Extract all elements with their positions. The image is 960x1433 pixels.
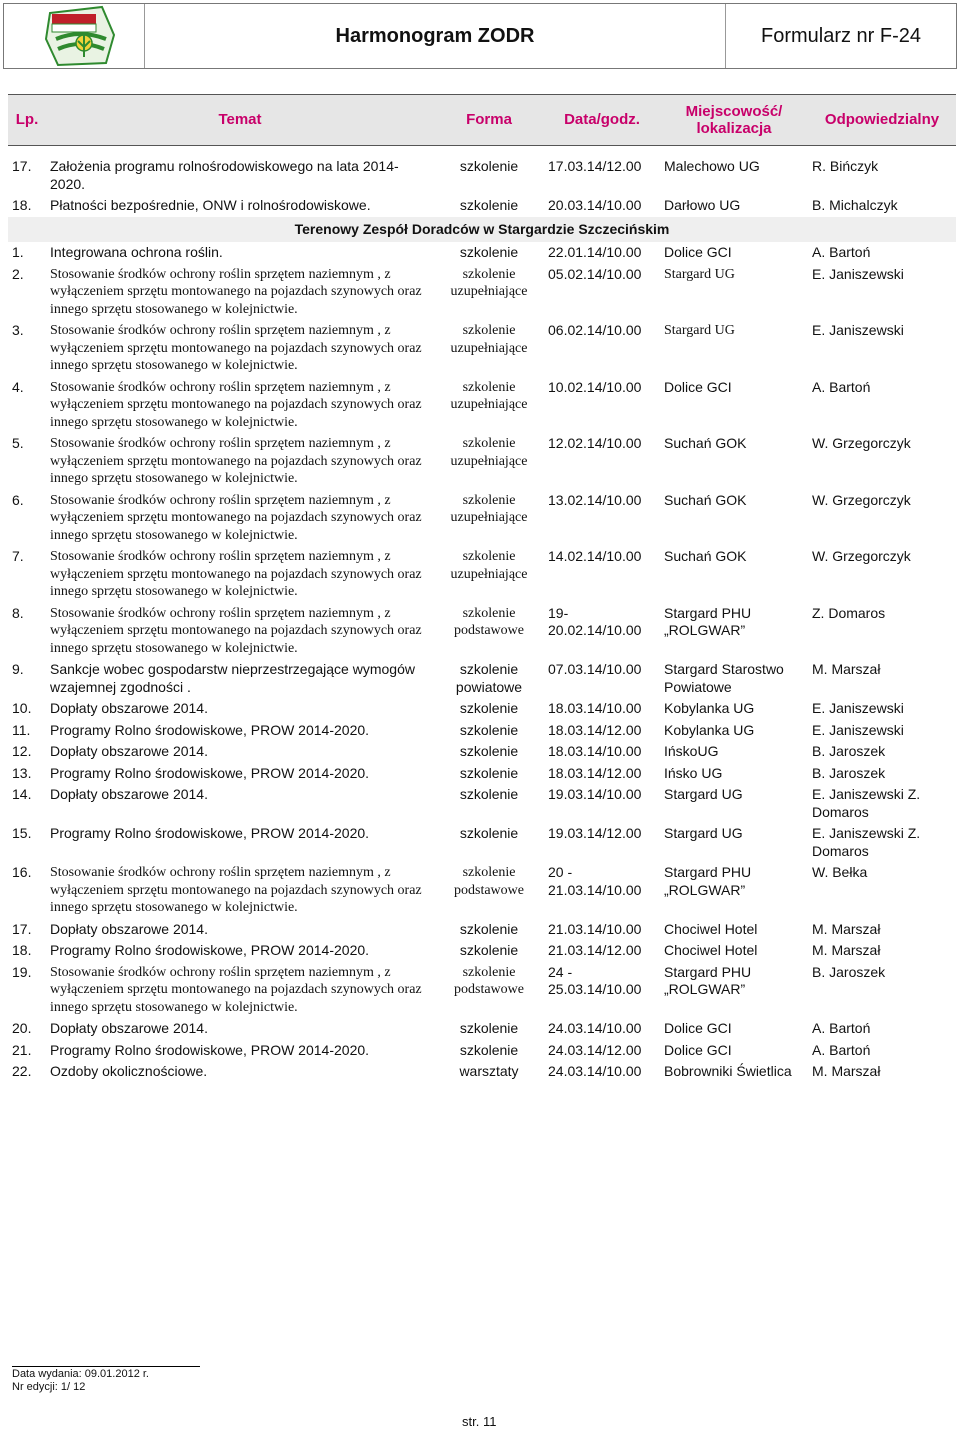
row-form: szkolenie uzupełniające (450, 549, 528, 582)
row-number: 5. (12, 435, 24, 451)
row-responsible: E. Janiszewski (812, 265, 904, 282)
row-topic: Dopłaty obszarowe 2014. (50, 700, 208, 716)
row-number: 20. (12, 1020, 32, 1036)
row-topic: Programy Rolno środowiskowe, PROW 2014-2020. (50, 1041, 370, 1058)
row-number: 8. (12, 604, 24, 621)
table-row (8, 195, 956, 217)
row-date: 13.02.14/10.00 (548, 491, 642, 508)
row-topic: Stosowanie środków ochrony roślin sprzętem naziemnym , z wyłączeniem sprzętu montowanego na pojazdach szynowych oraz innego sprzętu stosowanego w kolejnictwie. (50, 865, 422, 915)
row-responsible: A. Bartoń (812, 1041, 871, 1058)
row-place: Suchań GOK (664, 548, 747, 564)
row-place: Chociwel Hotel (664, 920, 758, 937)
table-row (8, 377, 956, 434)
table-row (8, 823, 956, 862)
row-number: 14. (12, 786, 32, 802)
row-form: szkolenie uzupełniające (450, 266, 528, 299)
row-place: Stargard PHU „ROLGWAR” (664, 963, 752, 997)
row-date: 18.03.14/12.00 (548, 721, 642, 738)
section-heading-row (8, 217, 956, 243)
row-responsible: W. Grzegorczyk (812, 435, 911, 451)
row-form: szkolenie (459, 1041, 519, 1058)
col-header-lp: Lp. (8, 95, 46, 146)
row-form: szkolenie uzupełniające (450, 492, 528, 525)
table-header-row (8, 95, 956, 146)
row-number: 4. (12, 378, 24, 395)
row-topic: Stosowanie środków ochrony roślin sprzętem naziemnym , z wyłączeniem sprzętu montowanego na pojazdach szynowych oraz innego sprzętu stosowanego w kolejnictwie. (50, 323, 422, 373)
row-form: szkolenie powiatowe (455, 661, 523, 695)
document-title: Harmonogram ZODR (145, 4, 726, 68)
row-number: 1. (12, 244, 24, 260)
row-place: Stargard UG (664, 786, 743, 802)
row-number: 16. (12, 864, 32, 880)
row-place: Darłowo UG (664, 197, 741, 213)
row-form: szkolenie podstawowe (454, 964, 524, 997)
row-number: 2. (12, 265, 24, 282)
row-date: 24.03.14/10.00 (548, 1020, 642, 1036)
row-form: szkolenie (459, 743, 519, 759)
row-responsible: A. Bartoń (812, 1020, 871, 1036)
row-responsible: B. Jaroszek (812, 764, 886, 781)
row-topic: Dopłaty obszarowe 2014. (50, 1020, 208, 1036)
schedule-table (8, 94, 956, 1083)
row-place: Suchań GOK (664, 435, 747, 451)
table-row (8, 433, 956, 490)
table-row (8, 919, 956, 941)
row-topic: Stosowanie środków ochrony roślin sprzętem naziemnym , z wyłączeniem sprzętu montowanego na pojazdach szynowych oraz innego sprzętu stosowanego w kolejnictwie. (50, 436, 422, 486)
col-header-place: Miejscowość/ lokalizacja (660, 95, 808, 146)
row-responsible: E. Janiszewski (812, 322, 904, 338)
row-place: Suchań GOK (664, 491, 747, 508)
row-form: szkolenie (459, 825, 519, 841)
row-responsible: Z. Domaros (812, 604, 886, 621)
row-date: 07.03.14/10.00 (548, 661, 642, 677)
row-date: 21.03.14/12.00 (548, 942, 642, 958)
row-form: szkolenie (459, 920, 519, 937)
table-row (8, 242, 956, 264)
row-number: 15. (12, 825, 32, 841)
row-number: 18. (12, 197, 32, 213)
table-row (8, 741, 956, 763)
table-row (8, 1018, 956, 1040)
row-number: 13. (12, 764, 32, 781)
row-responsible: A. Bartoń (812, 378, 871, 395)
row-form: szkolenie uzupełniające (450, 436, 528, 469)
row-place: IńskoUG (664, 743, 719, 759)
row-form: szkolenie (459, 1020, 519, 1036)
row-date: 20 - 21.03.14/10.00 (548, 864, 642, 898)
row-number: 12. (12, 743, 32, 759)
table-row (8, 156, 956, 195)
row-responsible: E. Janiszewski (812, 700, 904, 716)
row-place: Stargard UG (664, 266, 735, 282)
row-date: 18.03.14/10.00 (548, 743, 642, 759)
row-form: szkolenie podstawowe (454, 605, 524, 638)
row-date: 18.03.14/10.00 (548, 700, 642, 716)
table-row (8, 659, 956, 698)
row-number: 3. (12, 322, 24, 338)
row-date: 24.03.14/10.00 (548, 1063, 642, 1079)
row-number: 22. (12, 1063, 32, 1079)
issue-date: Data wydania: 09.01.2012 r. (12, 1368, 149, 1380)
row-place: Kobylanka UG (664, 721, 755, 738)
row-responsible: W. Bełka (812, 864, 868, 880)
row-topic: Dopłaty obszarowe 2014. (50, 920, 208, 937)
page-footer (12, 1368, 149, 1394)
row-date: 19- 20.02.14/10.00 (548, 604, 642, 638)
row-date: 24 - 25.03.14/10.00 (548, 963, 642, 997)
table-row (8, 320, 956, 377)
form-number: Formularz nr F-24 (760, 24, 922, 47)
row-topic: Stosowanie środków ochrony roślin sprzętem naziemnym , z wyłączeniem sprzętu montowanego na pojazdach szynowych oraz innego sprzętu stosowanego w kolejnictwie. (50, 964, 422, 1015)
row-form: szkolenie (459, 244, 519, 260)
row-responsible: R. Bińczyk (812, 158, 879, 174)
row-topic: Programy Rolno środowiskowe, PROW 2014-2020. (50, 764, 370, 781)
row-date: 14.02.14/10.00 (548, 548, 642, 564)
row-place: Stargard UG (664, 323, 735, 338)
row-number: 7. (12, 548, 24, 564)
row-date: 20.03.14/10.00 (548, 197, 642, 213)
row-topic: Stosowanie środków ochrony roślin sprzętem naziemnym , z wyłączeniem sprzętu montowanego na pojazdach szynowych oraz innego sprzętu stosowanego w kolejnictwie. (50, 492, 422, 543)
row-topic: Dopłaty obszarowe 2014. (50, 786, 208, 802)
row-topic: Sankcje wobec gospodarstw nieprzestrzegające wymogów wzajemnej zgodności . (50, 661, 415, 695)
row-form: szkolenie (459, 942, 519, 958)
row-topic: Stosowanie środków ochrony roślin sprzętem naziemnym , z wyłączeniem sprzętu montowanego na pojazdach szynowych oraz innego sprzętu stosowanego w kolejnictwie. (50, 379, 422, 430)
row-topic: Integrowana ochrona roślin. (50, 244, 223, 260)
col-header-form: Forma (434, 95, 544, 146)
row-responsible: M. Marszał (812, 661, 881, 677)
table-row (8, 546, 956, 603)
table-row (8, 264, 956, 321)
row-number: 17. (12, 158, 32, 174)
form-header (3, 3, 957, 69)
row-form: szkolenie uzupełniające (450, 379, 528, 412)
edition-number: Nr edycji: 1/ 12 (12, 1381, 86, 1393)
row-place: Kobylanka UG (664, 700, 755, 716)
row-number: 19. (12, 963, 32, 980)
row-number: 11. (12, 721, 31, 738)
row-date: 18.03.14/12.00 (548, 764, 642, 781)
row-topic: Ozdoby okolicznościowe. (50, 1063, 208, 1079)
table-row (8, 720, 956, 742)
row-form: szkolenie (459, 721, 519, 738)
row-number: 6. (12, 491, 24, 508)
row-form: szkolenie (459, 700, 519, 716)
row-date: 17.03.14/12.00 (548, 158, 642, 174)
row-place: Stargard UG (664, 825, 743, 841)
institution-logo-icon (44, 5, 118, 67)
row-responsible: B. Jaroszek (812, 743, 886, 759)
col-header-date: Data/godz. (544, 95, 660, 146)
col-header-topic: Temat (46, 95, 434, 146)
row-place: Stargard PHU „ROLGWAR” (664, 604, 752, 638)
row-place: Stargard PHU „ROLGWAR” (664, 864, 752, 898)
footer-rule (12, 1366, 200, 1367)
row-number: 17. (12, 920, 32, 937)
col-header-responsible: Odpowiedzialny (808, 95, 956, 146)
table-row (8, 1040, 956, 1062)
row-responsible: M. Marszał (812, 920, 881, 937)
row-date: 06.02.14/10.00 (548, 322, 642, 338)
row-date: 19.03.14/10.00 (548, 786, 642, 802)
row-responsible: M. Marszał (812, 942, 881, 958)
row-form: warsztaty (459, 1063, 519, 1079)
row-form: szkolenie (459, 158, 519, 174)
row-topic: Założenia programu rolnośrodowiskowego na lata 2014-2020. (50, 158, 399, 192)
row-date: 21.03.14/10.00 (548, 920, 642, 937)
row-responsible: B. Jaroszek (812, 963, 886, 980)
row-date: 05.02.14/10.00 (548, 265, 642, 282)
table-row (8, 784, 956, 823)
row-topic: Dopłaty obszarowe 2014. (50, 743, 208, 759)
row-topic: Programy Rolno środowiskowe, PROW 2014-2020. (50, 825, 370, 841)
row-topic: Programy Rolno środowiskowe, PROW 2014-2020. (50, 721, 370, 738)
row-topic: Stosowanie środków ochrony roślin sprzętem naziemnym , z wyłączeniem sprzętu montowanego na pojazdach szynowych oraz innego sprzętu stosowanego w kolejnictwie. (50, 549, 422, 599)
row-place: Stargard Starostwo Powiatowe (664, 661, 784, 695)
row-form: szkolenie (459, 786, 519, 802)
row-number: 18. (12, 942, 32, 958)
section-title: Terenowy Zespół Doradców w Stargardzie Szczecińskim (8, 217, 956, 243)
logo-cell (4, 4, 145, 68)
row-date: 22.01.14/10.00 (548, 244, 642, 260)
row-number: 9. (12, 661, 24, 677)
row-place: Ińsko UG (664, 764, 723, 781)
row-responsible: W. Grzegorczyk (812, 491, 911, 508)
row-responsible: E. Janiszewski Z. Domaros (812, 786, 921, 820)
table-row (8, 862, 956, 919)
row-number: 10. (12, 700, 32, 716)
row-responsible: A. Bartoń (812, 244, 871, 260)
row-number: 21. (12, 1041, 32, 1058)
table-row (8, 763, 956, 785)
table-row (8, 962, 956, 1019)
row-form: szkolenie podstawowe (454, 865, 524, 898)
row-responsible: E. Janiszewski (812, 721, 904, 738)
row-place: Dolice GCI (664, 1020, 732, 1036)
table-row (8, 940, 956, 962)
row-form: szkolenie (459, 764, 519, 781)
row-date: 12.02.14/10.00 (548, 435, 642, 451)
row-topic: Programy Rolno środowiskowe, PROW 2014-2020. (50, 942, 370, 958)
table-row (8, 698, 956, 720)
row-place: Dolice GCI (664, 244, 732, 260)
row-responsible: W. Grzegorczyk (812, 548, 911, 564)
row-place: Malechowo UG (664, 158, 760, 174)
row-date: 19.03.14/12.00 (548, 825, 642, 841)
row-responsible: E. Janiszewski Z. Domaros (812, 825, 921, 859)
row-form: szkolenie uzupełniające (450, 323, 528, 356)
row-place: Dolice GCI (664, 1041, 732, 1058)
row-date: 24.03.14/12.00 (548, 1041, 642, 1058)
row-form: szkolenie (459, 197, 519, 213)
row-date: 10.02.14/10.00 (548, 378, 642, 395)
row-place: Chociwel Hotel (664, 942, 758, 958)
page-number: str. 11 (462, 1414, 497, 1429)
table-row (8, 1061, 956, 1083)
row-topic: Płatności bezpośrednie, ONW i rolnośrodowiskowe. (50, 197, 371, 213)
row-place: Bobrowniki Świetlica (664, 1063, 792, 1079)
row-place: Dolice GCI (664, 378, 732, 395)
table-row (8, 603, 956, 660)
row-responsible: M. Marszał (812, 1063, 881, 1079)
row-topic: Stosowanie środków ochrony roślin sprzętem naziemnym , z wyłączeniem sprzętu montowanego na pojazdach szynowych oraz innego sprzętu stosowanego w kolejnictwie. (50, 605, 422, 656)
row-responsible: B. Michalczyk (812, 197, 898, 213)
row-topic: Stosowanie środków ochrony roślin sprzętem naziemnym , z wyłączeniem sprzętu montowanego na pojazdach szynowych oraz innego sprzętu stosowanego w kolejnictwie. (50, 266, 422, 317)
table-row (8, 490, 956, 547)
